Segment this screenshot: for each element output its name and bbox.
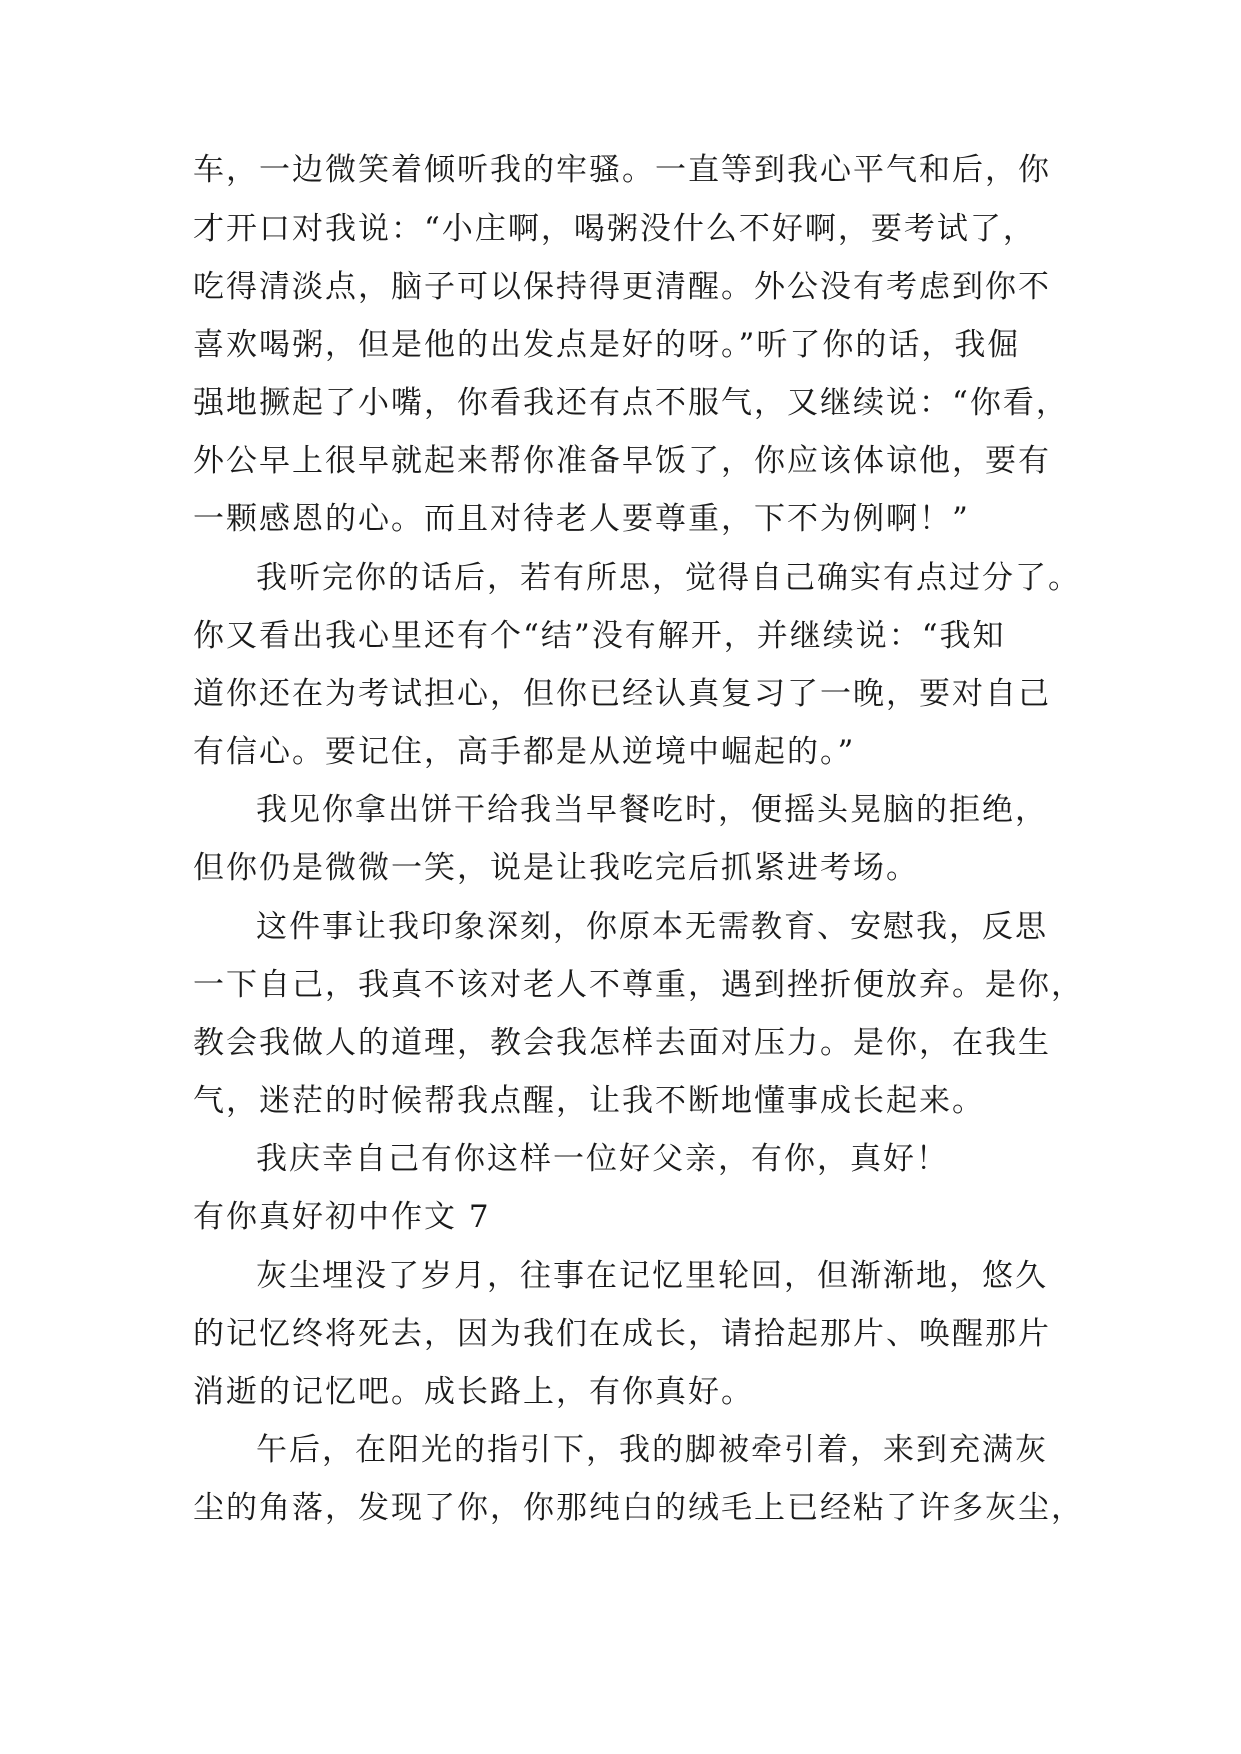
text-line: 消逝的记忆吧。成长路上，有你真好。 [193, 1374, 754, 1410]
text-line: 但你仍是微微一笑，说是让我吃完后抓紧进考场。 [193, 850, 919, 886]
paragraph-first-line: 我庆幸自己有你这样一位好父亲，有你，真好！ [256, 1141, 949, 1177]
text-line: 才开口对我说：“小庄啊，喝粥没什么不好啊，要考试了， [193, 211, 1036, 247]
paragraph-first-line: 这件事让我印象深刻，你原本无需教育、安慰我，反思 [256, 909, 1048, 945]
text-line: 车，一边微笑着倾听我的牢骚。一直等到我心平气和后，你 [193, 152, 1051, 188]
text-line: 有信心。要记住，高手都是从逆境中崛起的。” [193, 734, 856, 770]
text-line: 道你还在为考试担心，但你已经认真复习了一晚，要对自己 [193, 676, 1051, 712]
text-line: 的记忆终将死去，因为我们在成长，请拾起那片、唤醒那片 [193, 1316, 1051, 1352]
section-heading: 有你真好初中作文 7 [193, 1199, 491, 1235]
paragraph-first-line: 午后，在阳光的指引下，我的脚被牵引着，来到充满灰 [256, 1432, 1048, 1468]
paragraph-first-line: 我见你拿出饼干给我当早餐吃时，便摇头晃脑的拒绝， [256, 792, 1048, 828]
text-line: 一颗感恩的心。而且对待老人要尊重，下不为例啊！” [193, 501, 970, 537]
text-line: 一下自己，我真不该对老人不尊重，遇到挫折便放弃。是你， [193, 967, 1084, 1003]
text-line: 外公早上很早就起来帮你准备早饭了，你应该体谅他，要有 [193, 443, 1051, 479]
paragraph-first-line: 灰尘埋没了岁月，往事在记忆里轮回，但渐渐地，悠久 [256, 1258, 1048, 1294]
text-line: 气，迷茫的时候帮我点醒，让我不断地懂事成长起来。 [193, 1083, 985, 1119]
text-line: 你又看出我心里还有个“结”没有解开，并继续说：“我知 [193, 618, 1006, 654]
text-line: 喜欢喝粥，但是他的出发点是好的呀。”听了你的话，我倔 [193, 327, 1021, 363]
text-line: 吃得清淡点，脑子可以保持得更清醒。外公没有考虑到你不 [193, 269, 1051, 305]
text-line: 教会我做人的道理，教会我怎样去面对压力。是你，在我生 [193, 1025, 1051, 1061]
text-line: 强地撅起了小嘴，你看我还有点不服气，又继续说：“你看， [193, 385, 1069, 421]
text-line: 尘的角落，发现了你，你那纯白的绒毛上已经粘了许多灰尘， [193, 1490, 1084, 1526]
paragraph-first-line: 我听完你的话后，若有所思，觉得自己确实有点过分了。 [256, 560, 1081, 596]
